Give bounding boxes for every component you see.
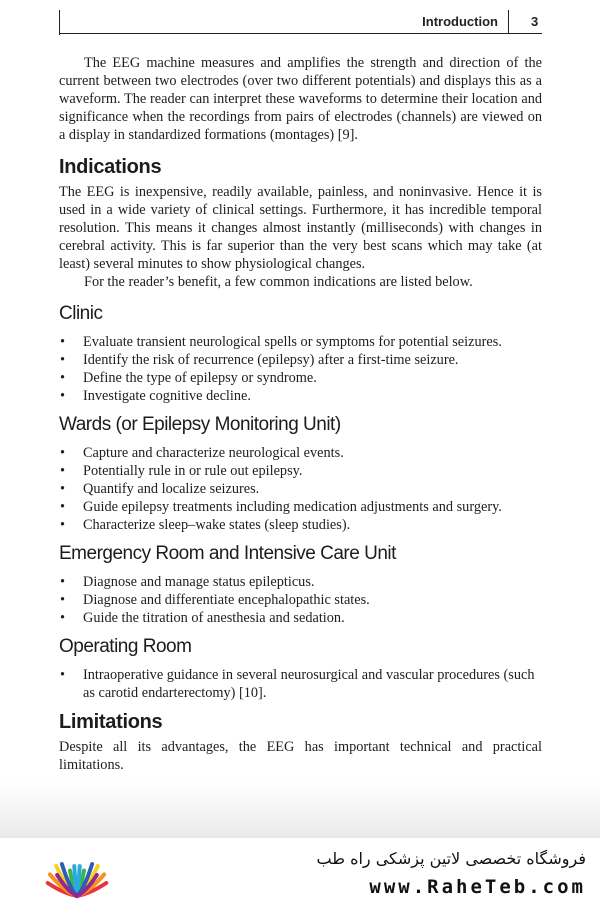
bullet-marker: • — [60, 388, 66, 404]
header-separator — [508, 10, 509, 34]
list-item-text: Identify the risk of recurrence (epilepsy) after a first-time seizure. — [83, 352, 459, 368]
wards-heading: Wards (or Epilepsy Monitoring Unit) — [59, 414, 341, 435]
er-icu-heading: Emergency Room and Intensive Care Unit — [59, 543, 396, 564]
list-item — [59, 666, 542, 702]
bullet-marker: • — [60, 370, 66, 386]
list-item — [59, 387, 542, 405]
limitations-heading: Limitations — [59, 711, 163, 733]
bullet-marker: • — [60, 667, 66, 683]
intro-paragraph: The EEG machine measures and amplifies the strength and direction of the current between two electrodes (over two different potentials) and displays this as a waveform. The reader can interpret these waveforms to determine their location and significance when the recordings from pairs of electrodes (channels) are viewed on a display in standardized formations (montages) [9]. — [59, 55, 542, 143]
indications-paragraph: The EEG is inexpensive, readily available, painless, and noninvasive. Hence it is used in a wide variety of clinical settings. Furthermore, it has incredible temporal resolution. This means it changes almost instantly (milliseconds) with changes in cerebral activity. This is far superior than the very best scans which may take (at least) several minutes to show physiological changes. — [59, 184, 542, 272]
bullet-marker: • — [60, 574, 66, 590]
bullet-marker: • — [60, 352, 66, 368]
running-header — [0, 0, 600, 40]
wards-list — [59, 444, 542, 534]
list-item — [59, 573, 542, 591]
running-header-title: Introduction — [422, 14, 498, 29]
store-url[interactable]: www.RaheTeb.com — [369, 876, 586, 898]
page-number: 3 — [531, 14, 539, 29]
operating-room-list — [59, 666, 542, 702]
store-name: فروشگاه تخصصی لاتین پزشکی راه طب — [316, 849, 586, 868]
list-item — [59, 333, 542, 351]
bullet-marker: • — [60, 592, 66, 608]
bullet-marker: • — [60, 334, 66, 350]
list-item-text: Diagnose and manage status epilepticus. — [83, 574, 315, 590]
list-item — [59, 480, 542, 498]
list-item — [59, 516, 542, 534]
indications-heading: Indications — [59, 156, 162, 178]
er-icu-list — [59, 573, 542, 627]
bullet-marker: • — [60, 481, 66, 497]
list-item-text: Investigate cognitive decline. — [83, 388, 251, 404]
list-item-text: Evaluate transient neurological spells or symptoms for potential seizures. — [83, 334, 502, 350]
list-item-text: Intraoperative guidance in several neurosurgical and vascular procedures (such as carotid endarterectomy) [10]. — [83, 667, 535, 701]
bullet-marker: • — [60, 445, 66, 461]
page-body — [59, 54, 542, 774]
limitations-paragraph: Despite all its advantages, the EEG has important technical and practical limitations. — [59, 739, 542, 773]
bullet-marker: • — [60, 499, 66, 515]
list-item-text: Guide epilepsy treatments including medication adjustments and surgery. — [83, 499, 502, 515]
list-item-text: Diagnose and differentiate encephalopathic states. — [83, 592, 370, 608]
open-book-logo-icon — [30, 846, 124, 902]
list-item-text: Capture and characterize neurological events. — [83, 445, 344, 461]
header-left-rule — [59, 10, 60, 35]
list-item-text: Characterize sleep–wake states (sleep studies). — [83, 517, 351, 533]
list-item-text: Quantify and localize seizures. — [83, 481, 260, 497]
list-item-text: Potentially rule in or rule out epilepsy. — [83, 463, 303, 479]
store-banner — [0, 838, 600, 907]
clinic-list — [59, 333, 542, 405]
bullet-marker: • — [60, 517, 66, 533]
list-item — [59, 498, 542, 516]
bullet-marker: • — [60, 463, 66, 479]
list-item — [59, 444, 542, 462]
list-item-text: Define the type of epilepsy or syndrome. — [83, 370, 317, 386]
list-item — [59, 609, 542, 627]
list-item — [59, 591, 542, 609]
bullet-marker: • — [60, 610, 66, 626]
list-item-text: Guide the titration of anesthesia and sedation. — [83, 610, 345, 626]
list-item — [59, 351, 542, 369]
bottom-fade — [0, 780, 600, 840]
indications-list-intro: For the reader’s benefit, a few common indications are listed below. — [84, 274, 473, 290]
clinic-heading: Clinic — [59, 303, 103, 324]
list-item — [59, 369, 542, 387]
header-bottom-rule — [59, 33, 542, 34]
list-item — [59, 462, 542, 480]
operating-room-heading: Operating Room — [59, 636, 192, 657]
